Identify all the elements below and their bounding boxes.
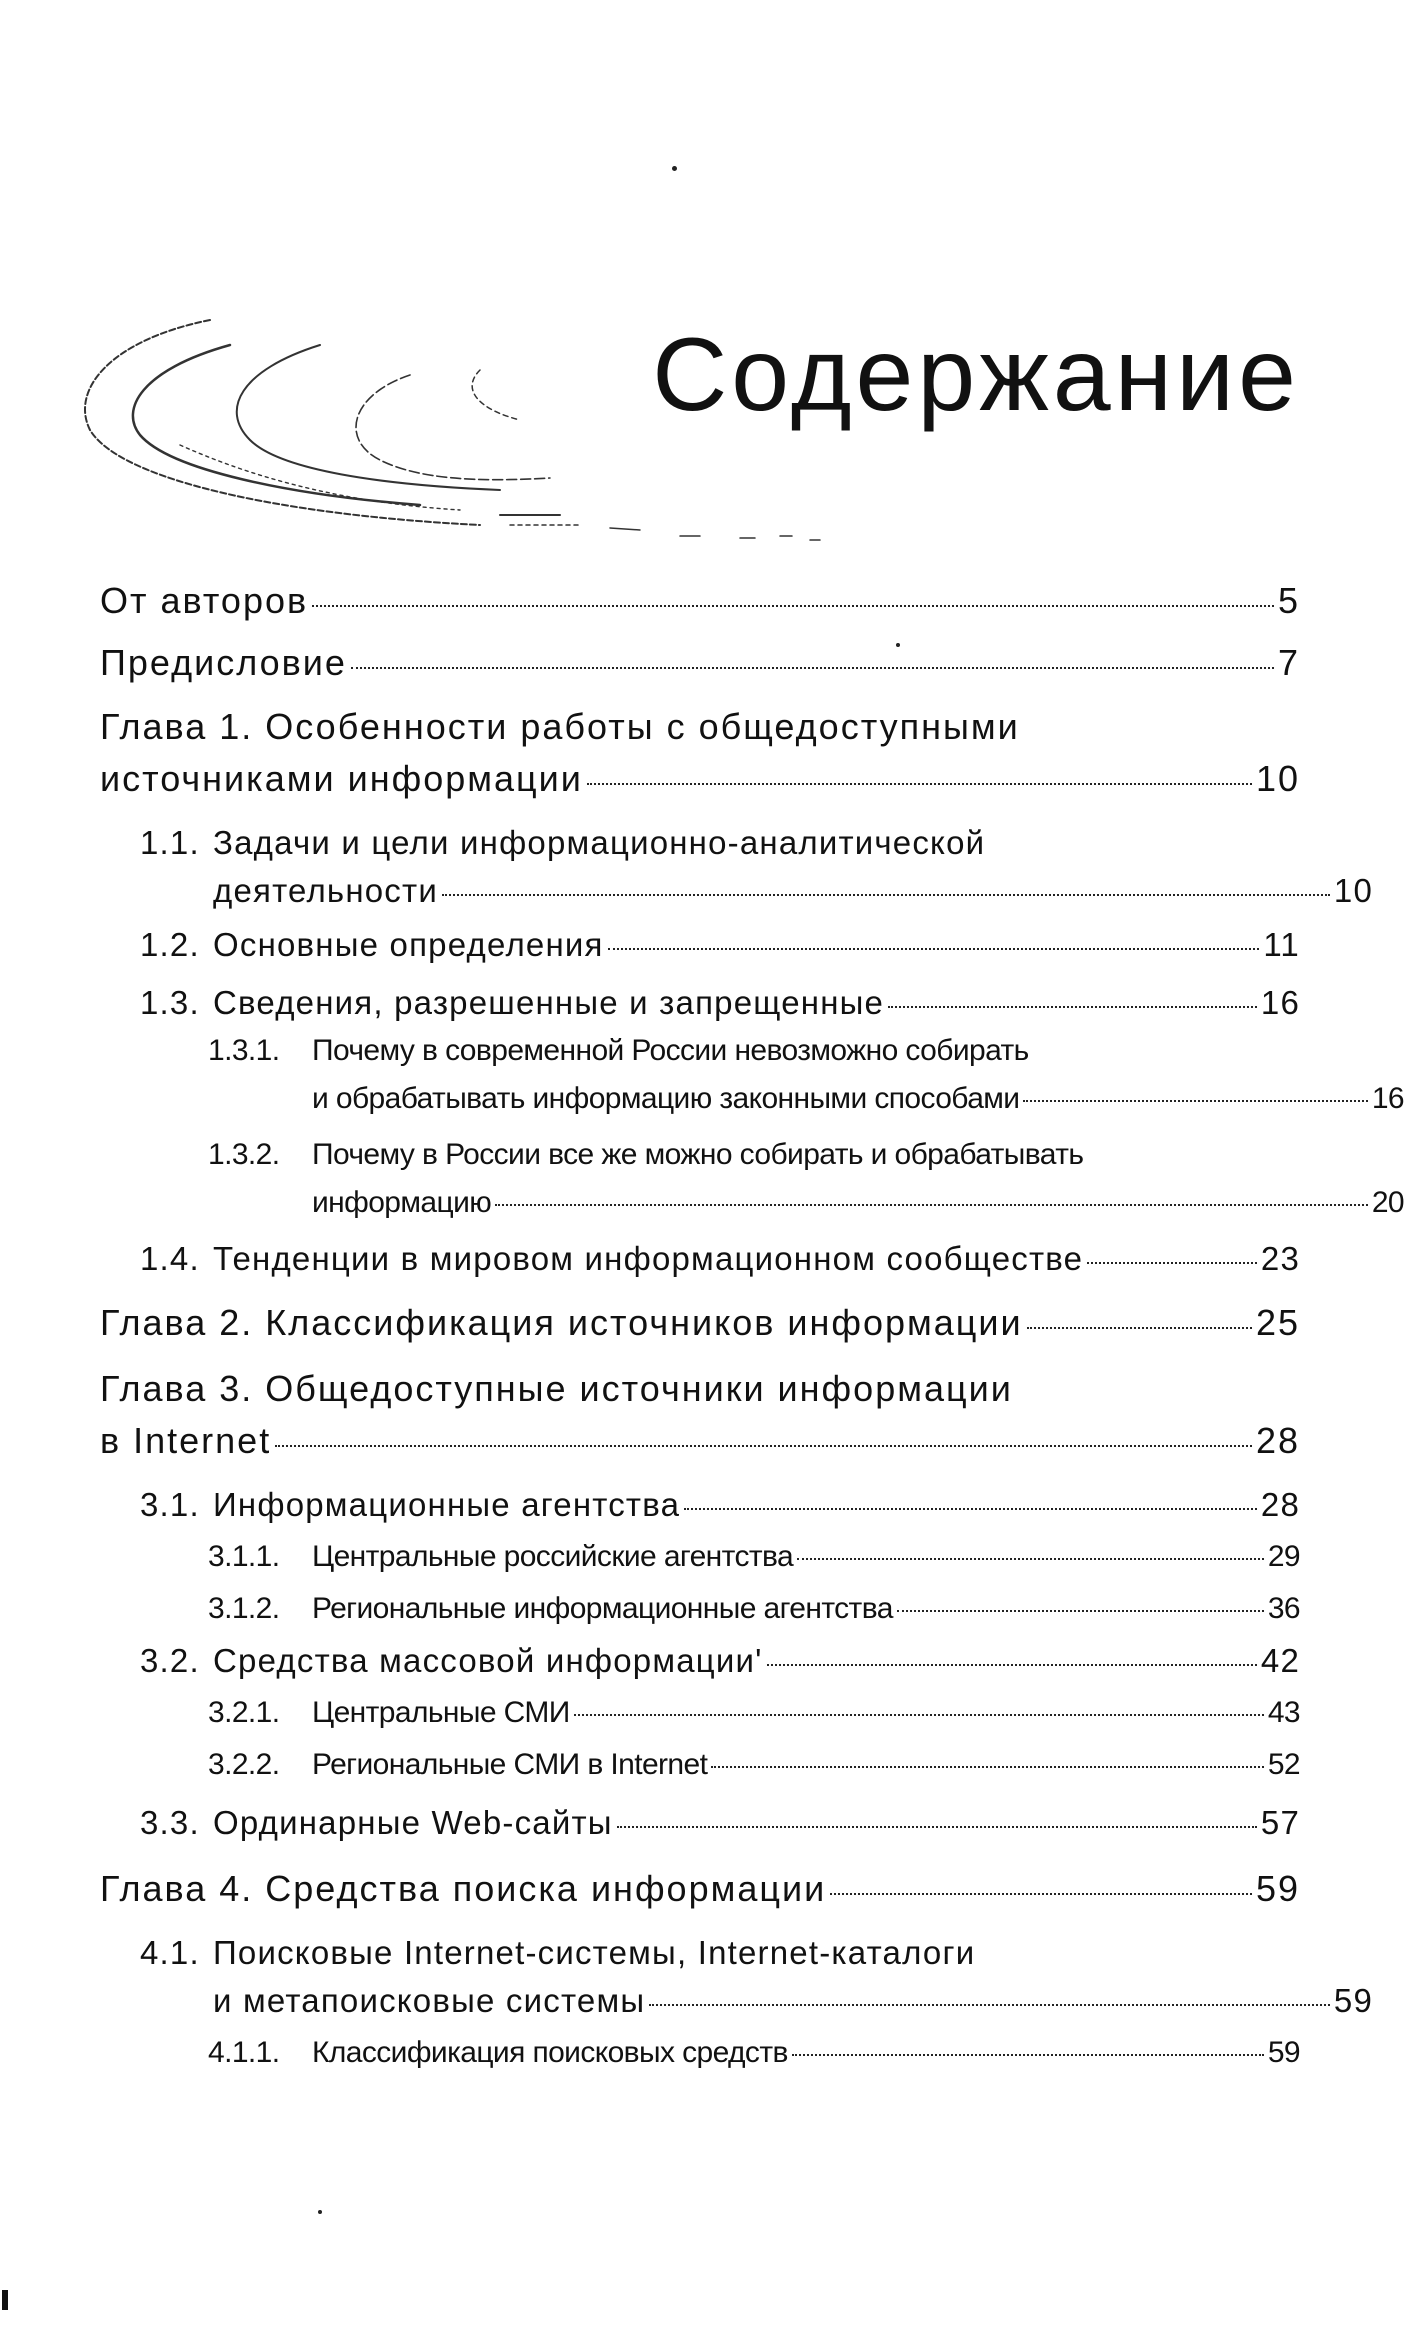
toc-entry-title: деятельности (213, 872, 438, 909)
toc-entry-title: и метапоисковые системы (213, 1982, 646, 2019)
table-of-contents (100, 575, 1404, 2077)
toc-entry (100, 575, 1300, 627)
toc-entry-title: Региональные СМИ в Internet (312, 1748, 708, 1781)
toc-page-number: 11 (1263, 926, 1300, 963)
toc-entry-title: Тенденции в мировом информационном сообществе (213, 1240, 1084, 1277)
toc-entry (100, 1363, 1300, 1467)
section-number: 4.1. (140, 1934, 200, 1971)
toc-page-number: 20 (1371, 1186, 1404, 1219)
toc-page-number: 59 (1333, 1982, 1373, 2019)
toc-page-number: 25 (1255, 1302, 1300, 1343)
section-number: 1.4. (140, 1240, 200, 1277)
dot-leader (792, 2054, 1264, 2056)
toc-entry (100, 921, 1300, 969)
section-number: 1.3. (140, 984, 200, 1021)
section-number: 3.1.1. (208, 1540, 280, 1573)
toc-entry-title: Ординарные Web-сайты (213, 1804, 613, 1841)
toc-page-number: 23 (1260, 1240, 1300, 1277)
print-speck (318, 2210, 322, 2214)
dot-leader (1087, 1262, 1257, 1264)
toc-entry (100, 1297, 1300, 1349)
dot-leader (312, 605, 1274, 607)
dot-leader (767, 1664, 1257, 1666)
toc-entry-title: Сведения, разрешенные и запрещенные (213, 984, 885, 1021)
dot-leader (1023, 1100, 1367, 1102)
toc-entry-title-line: Глава 1. Особенности работы с общедоступными (100, 706, 1020, 747)
dot-leader (897, 1610, 1264, 1612)
dot-leader (574, 1714, 1264, 1716)
toc-entry (100, 979, 1300, 1027)
toc-page-number: 5 (1277, 580, 1300, 621)
toc-entry-title: в Internet (100, 1420, 272, 1461)
toc-entry (100, 1481, 1300, 1529)
toc-page-number: 36 (1267, 1592, 1300, 1625)
toc-entry-title-line: Задачи и цели информационно-аналитической (213, 824, 986, 861)
section-number: 3.2.1. (208, 1696, 280, 1729)
toc-entry (100, 637, 1300, 689)
toc-entry-title: Информационные агентства (213, 1486, 681, 1523)
section-number: 3.2.2. (208, 1748, 280, 1781)
toc-entry (100, 1585, 1300, 1633)
toc-entry-title: Классификация поисковых средств (312, 2036, 788, 2069)
section-number: 1.1. (140, 824, 200, 861)
toc-page-number: 42 (1260, 1642, 1300, 1679)
toc-entry (100, 1533, 1300, 1581)
toc-entry-title: Глава 4. Средства поиска информации (100, 1868, 827, 1909)
toc-entry-title: От авторов (100, 580, 309, 621)
toc-entry-title: Глава 2. Классификация источников информации (100, 1302, 1023, 1343)
section-number: 3.1. (140, 1486, 200, 1523)
dot-leader (830, 1893, 1252, 1895)
toc-entry (100, 819, 1373, 915)
dot-leader (649, 2004, 1330, 2006)
toc-entry (100, 2029, 1300, 2077)
toc-page-number: 16 (1260, 984, 1300, 1021)
edge-mark (2, 2290, 8, 2310)
toc-entry (100, 1131, 1404, 1227)
section-number: 4.1.1. (208, 2036, 280, 2069)
page-title: Содержание (652, 317, 1300, 433)
toc-page-number: 52 (1267, 1748, 1300, 1781)
toc-entry (100, 1637, 1300, 1685)
dot-leader (275, 1445, 1252, 1447)
print-speck (672, 166, 677, 171)
toc-page-number: 28 (1255, 1420, 1300, 1461)
toc-page-number: 29 (1267, 1540, 1300, 1573)
toc-entry (100, 701, 1300, 805)
toc-entry-title: Основные определения (213, 926, 604, 963)
dot-leader (711, 1766, 1264, 1768)
toc-page-number: 10 (1255, 758, 1300, 799)
toc-entry (100, 1799, 1300, 1847)
toc-entry-title: источниками информации (100, 758, 583, 799)
section-number: 1.3.2. (208, 1138, 280, 1171)
toc-page-number: 57 (1260, 1804, 1300, 1841)
toc-entry-title-line: Глава 3. Общедоступные источники информации (100, 1368, 1013, 1409)
toc-entry-title-line: Почему в современной России невозможно собирать (312, 1034, 1029, 1067)
toc-entry (100, 1863, 1300, 1915)
toc-entry (100, 1235, 1300, 1283)
section-number: 1.2. (140, 926, 200, 963)
dot-leader (797, 1558, 1264, 1560)
section-number: 3.3. (140, 1804, 200, 1841)
dot-leader (587, 783, 1252, 785)
toc-page-number: 59 (1255, 1868, 1300, 1909)
toc-page-number: 7 (1277, 642, 1300, 683)
toc-entry (100, 1741, 1300, 1789)
toc-entry (100, 1929, 1373, 2025)
toc-entry-title: Центральные российские агентства (312, 1540, 794, 1573)
toc-entry-title: Центральные СМИ (312, 1696, 570, 1729)
dot-leader (495, 1204, 1368, 1206)
toc-page-number: 59 (1267, 2036, 1300, 2069)
dot-leader (442, 894, 1330, 896)
dot-leader (617, 1826, 1257, 1828)
toc-page-number: 28 (1260, 1486, 1300, 1523)
dot-leader (608, 948, 1260, 950)
section-number: 3.2. (140, 1642, 200, 1679)
toc-entry-title-line: Почему в России все же можно собирать и обрабатывать (312, 1138, 1084, 1171)
dot-leader (888, 1006, 1257, 1008)
section-number: 1.3.1. (208, 1034, 280, 1067)
dot-leader (684, 1508, 1257, 1510)
toc-entry-title-line: Поисковые Internet-системы, Internet-каталоги (213, 1934, 976, 1971)
section-number: 3.1.2. (208, 1592, 280, 1625)
toc-entry-title: Региональные информационные агентства (312, 1592, 893, 1625)
toc-entry-title: Предисловие (100, 642, 347, 683)
toc-page-number: 16 (1371, 1082, 1404, 1115)
toc-entry-title: Средства массовой информации' (213, 1642, 763, 1679)
toc-entry (100, 1027, 1404, 1123)
toc-page-number: 43 (1267, 1696, 1300, 1729)
toc-entry (100, 1689, 1300, 1737)
dot-leader (1027, 1327, 1252, 1329)
toc-page-number: 10 (1333, 872, 1373, 909)
toc-entry-title: и обрабатывать информацию законными способами (312, 1082, 1020, 1115)
dot-leader (351, 667, 1274, 669)
toc-entry-title: информацию (312, 1186, 492, 1219)
